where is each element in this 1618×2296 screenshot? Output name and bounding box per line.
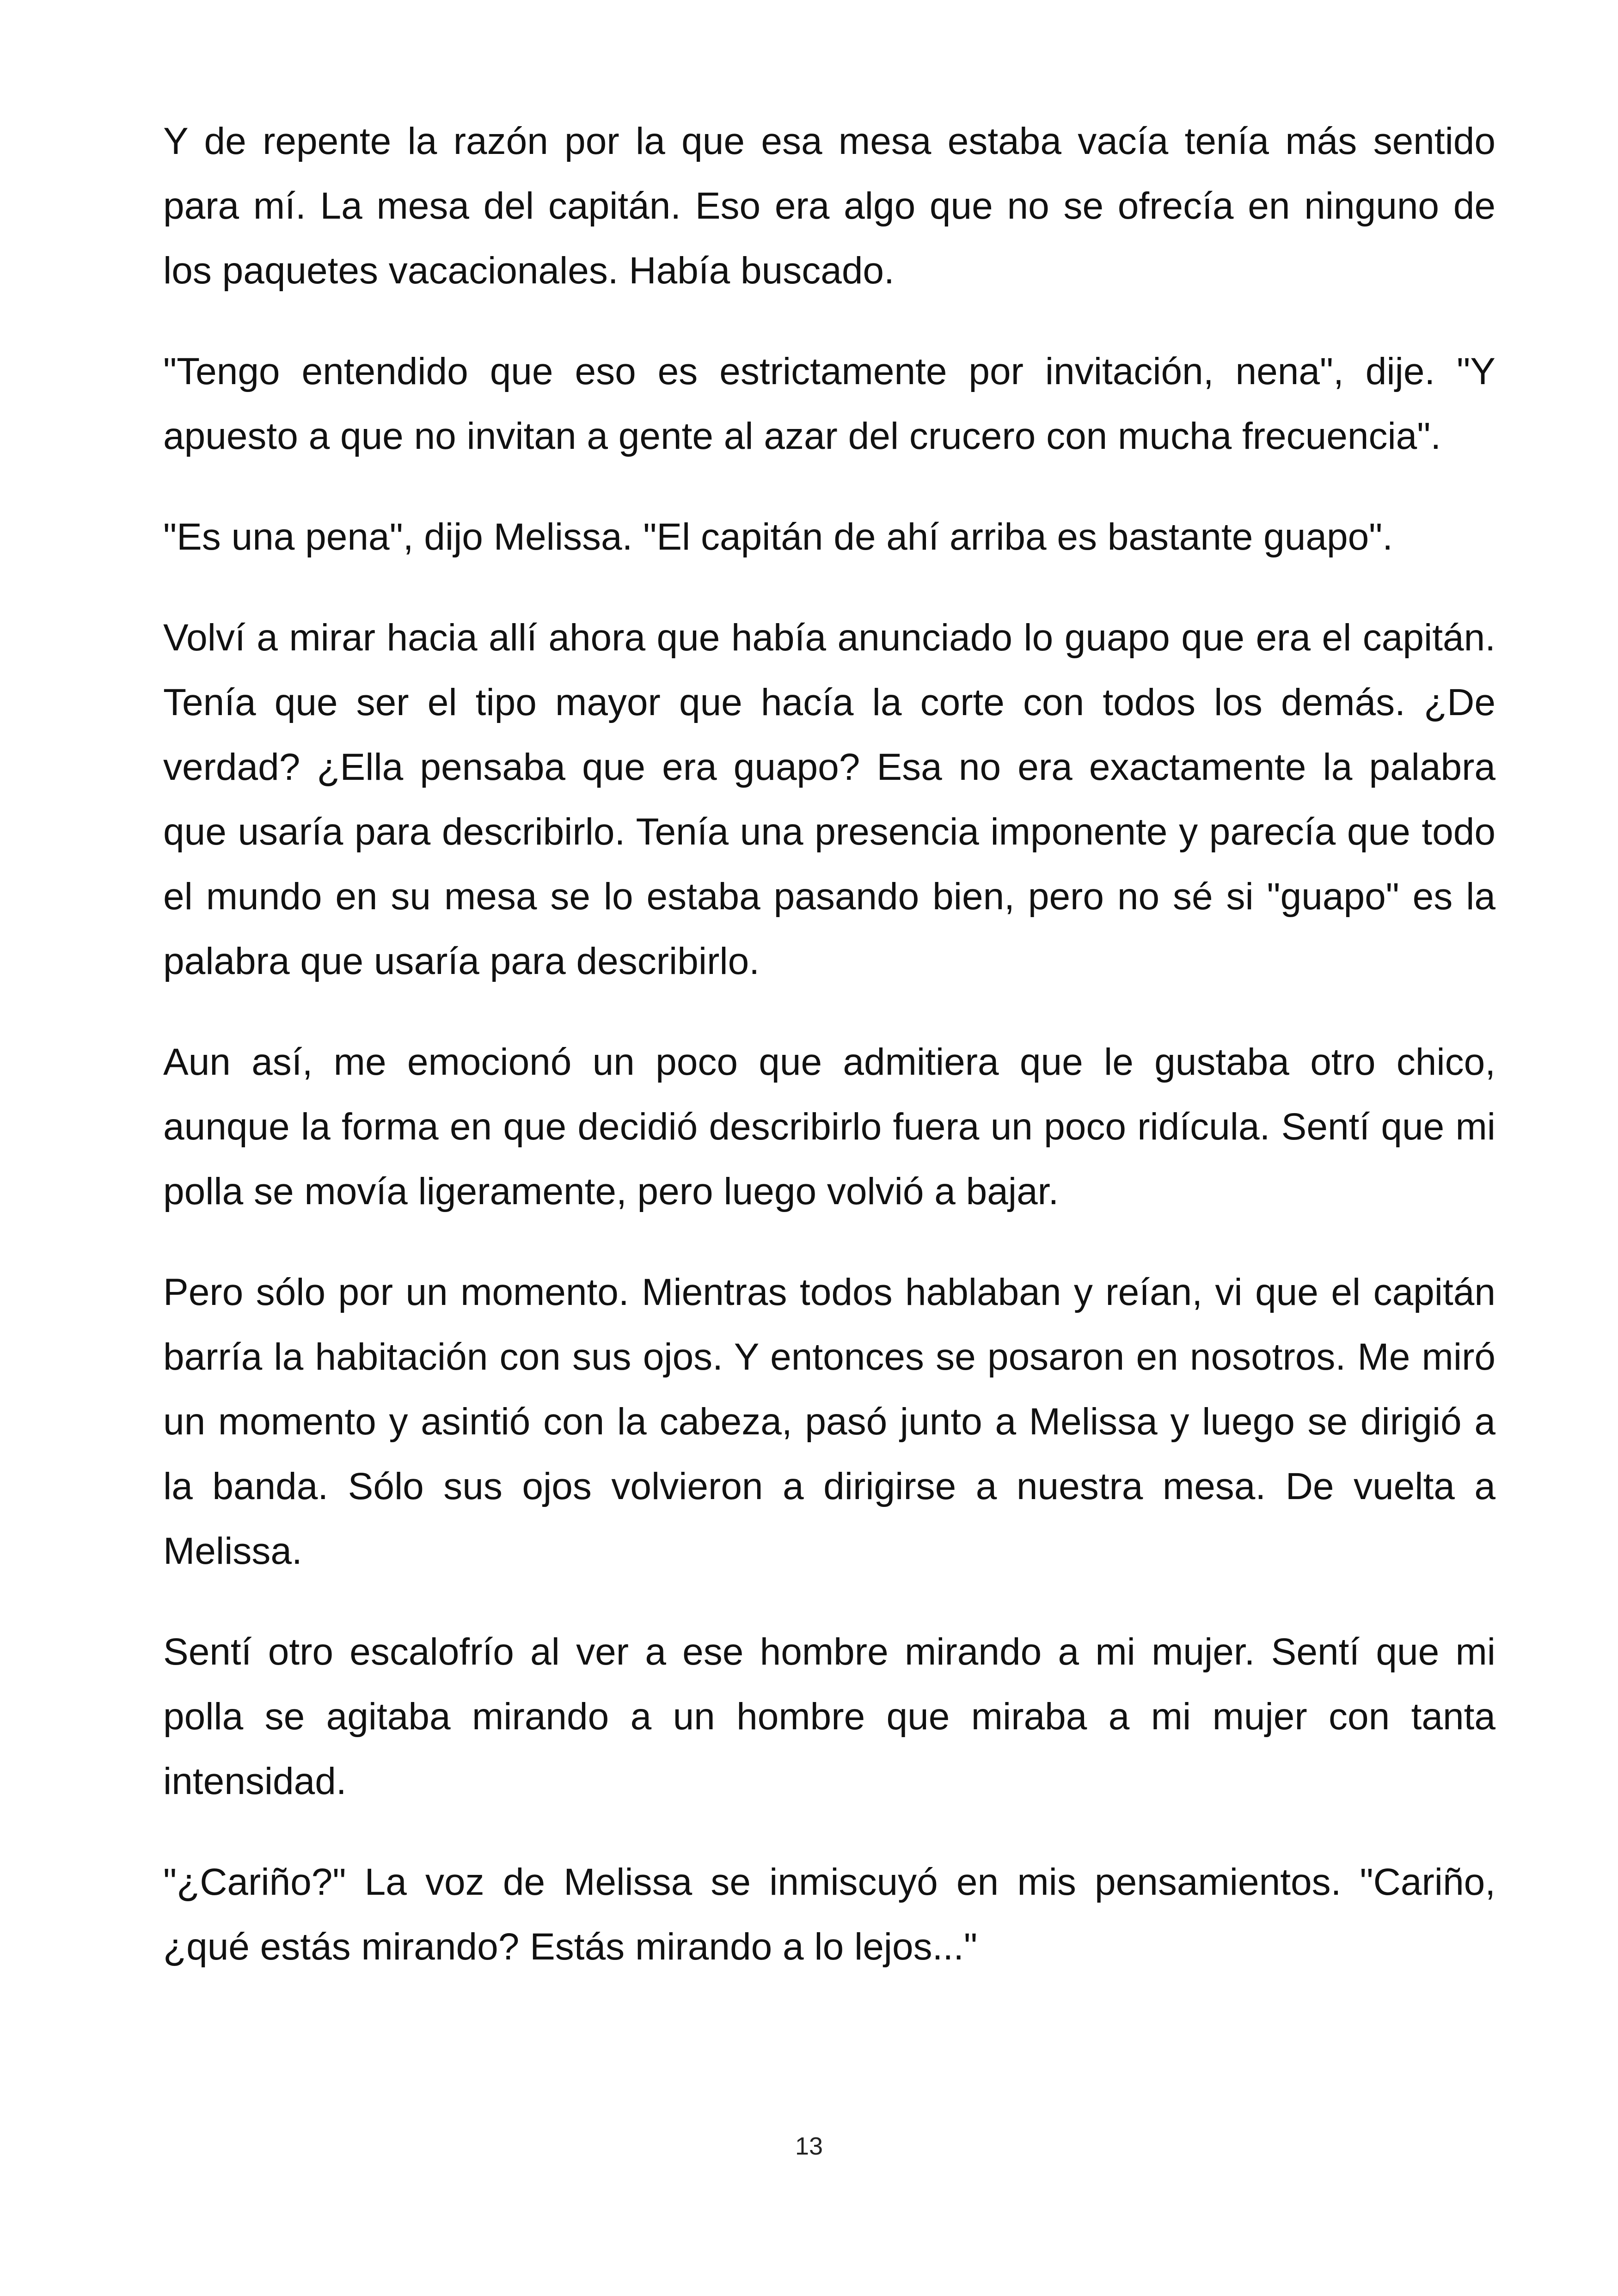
page-number: 13 xyxy=(795,2132,823,2160)
paragraph: "Tengo entendido que eso es estrictamente por invitación, nena", dije. "Y apuesto a que no invitan a gente al azar del crucero con mucha frecuencia". xyxy=(163,350,1495,457)
paragraph: Pero sólo por un momento. Mientras todos hablaban y reían, vi que el capitán barría la habitación con sus ojos. Y entonces se posaron en nosotros. Me miró un momento y asintió con la cabeza, pasó junto a Melissa y luego se dirigió a la banda. Sólo sus ojos volvieron a dirigirse a nuestra mesa. De vuelta a Melissa. xyxy=(163,1271,1495,1572)
paragraph: Sentí otro escalofrío al ver a ese hombre mirando a mi mujer. Sentí que mi polla se agitaba mirando a un hombre que miraba a mi mujer con tanta intensidad. xyxy=(163,1631,1495,1802)
body-text xyxy=(163,109,1495,2015)
paragraph: Volví a mirar hacia allí ahora que había anunciado lo guapo que era el capitán. Tenía que ser el tipo mayor que hacía la corte con todos los demás. ¿De verdad? ¿Ella pensaba que era guapo? Esa no era exactamente la palabra que usaría para describirlo. Tenía una presencia imponente y parecía que todo el mundo en su mesa se lo estaba pasando bien, pero no sé si "guapo" es la palabra que usaría para describirlo. xyxy=(163,617,1495,982)
paragraph: Y de repente la razón por la que esa mesa estaba vacía tenía más sentido para mí. La mesa del capitán. Eso era algo que no se ofrecía en ninguno de los paquetes vacacionales. Había buscado. xyxy=(163,120,1495,292)
paragraph: Aun así, me emocionó un poco que admitiera que le gustaba otro chico, aunque la forma en que decidió describirlo fuera un poco ridícula. Sentí que mi polla se movía ligeramente, pero luego volvió a bajar. xyxy=(163,1041,1495,1212)
paragraph: "¿Cariño?" La voz de Melissa se inmiscuyó en mis pensamientos. "Cariño, ¿qué estás mirando? Estás mirando a lo lejos..." xyxy=(163,1861,1495,1968)
paragraph: "Es una pena", dijo Melissa. "El capitán de ahí arriba es bastante guapo". xyxy=(163,516,1393,558)
